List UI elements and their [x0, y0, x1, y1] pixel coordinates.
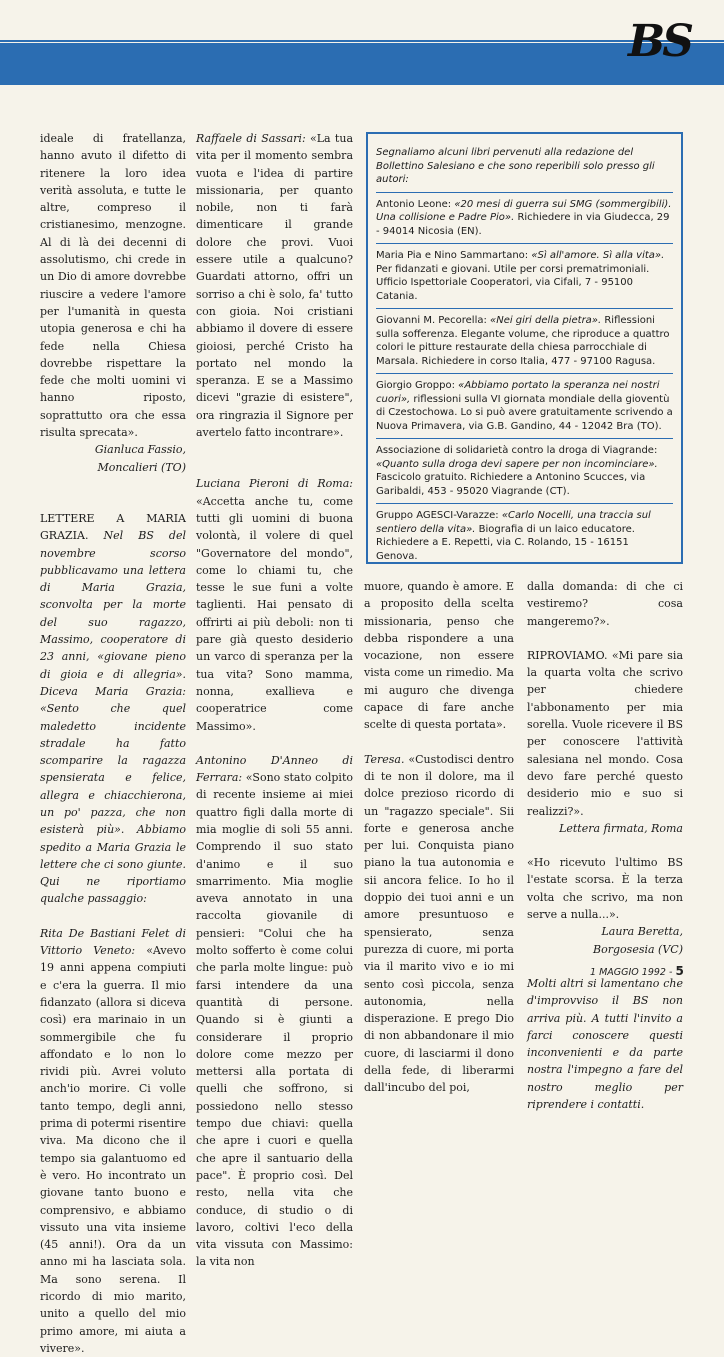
letter-rita: [40, 925, 186, 1357]
page-footer: [590, 964, 684, 978]
author-name: Luciana Pieroni di Roma:: [196, 477, 353, 491]
letter-luciana: [196, 475, 353, 734]
section-heading: LETTERE A MARIA GRAZIA.: [40, 511, 186, 543]
letter-text: «Mi pare sia la quarta volta che scrivo per chiedere l'abbonamento per mia sorella. Vuole ricevere il BS per conoscere l'attività salesiana nel mondo. Cosa devo fare perché questo desiderio mio e suo si realizzi?».: [527, 648, 683, 818]
column-1: [40, 130, 186, 1357]
author-name: Rita De Bastiani Felet di Vittorio Veneto:: [40, 926, 186, 958]
book-item: Gruppo AGESCI-Varazze: «Carlo Nocelli, una traccia sul sentiero della vita». Biografia di un laico educatore. Richiedere a E. Repetti, via C. Rolando, 15 - 16151 Genova.: [376, 510, 651, 562]
page-number: 5: [675, 964, 684, 978]
letter-text: «Avevo 19 anni appena compiuti e c'era la guerra. Il mio fidanzato (allora si diceva così) era marinaio in un sommergibile che fu affondato e lo non lo rividi più. Avrei voluto anch'io morire. Ci volle tanto tempo, degli anni, prima di potermi risentire viva. Ma dicono che il tempo sia galantuomo ed è vero. Ho incontrato un giovane tanto buono e comprensivo, e abbiamo vissuto una vita insieme (45 anni!). Ora da un anno mi ha lasciata sola. Ma sono serena. Il ricordo di mio marito, unito a quello del mio primo amore, mi aiuta a vivere».: [40, 944, 186, 1355]
letter-beretta: «Ho ricevuto l'ultimo BS l'estate scorsa. È la terza volta che scrivo, ma non serve a nulla...».: [527, 856, 683, 922]
letter-text: «La tua vita per il momento sembra vuota e l'idea di partire missionaria, per quanto nobile, non ti farà dimenticare il grande dolore che provi. Vuoi essere utile a qualcuno? Guardati attorno, offri un sorriso a chi è solo, fa' tutto con gioia. Noi cristiani abbiamo il dovere di essere gioiosi, perché Cristo ha portato nel mondo la speranza. E se a Massimo dicevi "grazie di esistere", ora ringrazia il Signore per avertelo fatto incontrare».: [196, 132, 353, 440]
riproviamo-letter: [527, 647, 683, 820]
letter-text: «Custodisci dentro di te non il dolore, ma il dolce prezioso ricordo di un "ragazzo speciale". Sii forte e generosa anche per lui. Conquista piano piano la tua autonomia e sii ancora felice. Io ho il doppio dei tuoi anni e un amore presuntuoso e spensierato, senza purezza di cuore, mi porta via il marito vivo e io mi sento così piccola, senza autonomia, nella disperazione. E prego Dio di non abbandonare il mio cuore, di lasciarmi il dono della fede, di liberarmi dall'incubo del poi,: [364, 752, 514, 1095]
signature-name: Gianluca Fassio,: [94, 443, 186, 457]
column-4: [527, 578, 683, 1113]
intro-paragraph: [40, 510, 186, 908]
header-band: [0, 43, 724, 85]
column-3: [364, 578, 514, 1097]
letter-fassio: ideale di fratellanza, hanno avuto il difetto di ritenere la loro idea verità assoluta, e tutte le altre, compreso il cristianesimo, menzogne. Al di là dei decenni di assolutismo, chi crede in un Dio di amore dovrebbe riuscire a vedere l'amore per l'umanità in questa utopia generosa e chi ha fede nella Chiesa dovrebbe rispettare la fede che molti uomini vi hanno riposto, soprattutto ora che essa risulta sprecata».: [40, 132, 186, 440]
signature-name: Laura Beretta,: [601, 925, 683, 939]
book-item: Giorgio Groppo: «Abbiamo portato la speranza nei nostri cuori», riflessioni sulla VI giornata mondiale della gioventù di Czestochowa. Lo si può avere gratuitamente scrivendo a Nuova Primavera, via G.B. Gandino, 44 - 12042 Bra (TO).: [376, 380, 673, 432]
issue-date: 1 MAGGIO 1992 -: [590, 967, 673, 978]
signature-place: Borgosesia (VC): [593, 942, 683, 956]
book-item: Antonio Leone: «20 mesi di guerra sui SMG (sommergibili). Una collisione e Padre Pio». Richiedere in via Giudecca, 29 - 94014 Nicosia (EN).: [376, 198, 672, 237]
author-name: Antonino D'Anneo di Ferrara:: [196, 753, 353, 785]
signature-place: Moncalieri (TO): [97, 460, 186, 474]
author-name: Teresa.: [364, 752, 405, 766]
letter-raffaele: [196, 130, 353, 441]
signature: Lettera firmata, Roma: [559, 821, 683, 835]
books-intro: Segnaliamo alcuni libri pervenuti alla redazione del Bollettino Salesiano e che sono reperibili solo presso gli autori:: [376, 147, 655, 185]
header-rule: [0, 40, 724, 42]
author-name: Raffaele di Sassari:: [196, 132, 306, 145]
intro-text: Nel BS del novembre scorso pubblicavamo una lettera di Maria Grazia, sconvolta per la morte del suo ragazzo, Massimo, cooperatore di 23 anni, «giovane pieno di gioia e di allegria». Diceva Maria Grazia: «Sento che quel maledetto incidente stradale ha fatto scomparire la ragazza spensierata e felice, allegra e chiacchierona, un po' pazza, che non esisterà più». Abbiamo spedito a Maria Grazia le lettere che ci sono giunte. Qui ne riportiamo qualche passaggio:: [40, 529, 187, 906]
letter-teresa: [364, 751, 514, 1097]
editor-note: Molti altri si lamentano che d'improvviso il BS non arriva più. A tutti l'invito a farci conoscere questi inconvenienti e da parte nostra l'impegno a fare del nostro meglio per riprendere i contatti.: [527, 976, 683, 1112]
letter-text: «Accetta anche tu, come tutti gli uomini di buona volontà, il volere di quel "Governatore del mondo", come lo chiami tu, che tesse le sue funi a volte taglienti. Hai pensato di offrirti ai più deboli: non ti pare già questo desiderio un varco di speranza per la tua vita? Sono mamma, nonna, exallieva e cooperatrice come Massimo».: [196, 494, 353, 733]
book-item: Associazione di solidarietà contro la droga di Viagrande: «Quanto sulla droga devi sapere per non incominciare». Fascicolo gratuito. Richiedere a Antonino Scucces, via Garibaldi, 453 - 95020 Viagrande (CT).: [376, 445, 658, 497]
books-box: [366, 132, 683, 564]
column-2: [196, 130, 353, 1271]
letter-antonino: [196, 752, 353, 1271]
letter-continuation: muore, quando è amore. E a proposito della scelta missionaria, penso che debba rispondere a una vocazione, non essere vista come un rimedio. Ma mi auguro che divenga capace di fare anche scelte di questa portata».: [364, 580, 514, 732]
bs-logo: BS: [628, 16, 691, 67]
letter-text: «Sono stato colpito di recente insieme ai miei quattro figli dalla morte di mia moglie di soli 55 anni. Comprendo il suo stato d'animo e il suo smarrimento. Mia moglie aveva annotato in una raccolta giovanile di pensieri: "Colui che ha molto sofferto è come colui che parla molte lingue: può farsi intendere da una quantità di persone. Quando si è giunti a considerare il proprio dolore come mezzo per mettersi alla portata di quelli che soffrono, si possiedono nello stesso tempo due chiavi: quella che apre i cuori e quella che apre il santuario della pace". È proprio così. Del resto, nella vita che conduce, di studio o di lavoro, coltivi l'eco della vita vissuta con Massimo: la vita non: [196, 771, 353, 1269]
book-item: Giovanni M. Pecorella: «Nei giri della pietra». Riflessioni sulla sofferenza. Elegante volume, che riproduce a quattro colori le pitture restaurate della chiesa parrocchiale di Marsala. Richiedere in corso Italia, 477 - 97100 Ragusa.: [376, 315, 670, 367]
letter-continuation: dalla domanda: di che ci vestiremo? cosa mangeremo?».: [527, 580, 683, 628]
book-item: Maria Pia e Nino Sammartano: «Sì all'amore. Sì alla vita». Per fidanzati e giovani. Utile per corsi prematrimoniali. Ufficio Ispettoriale Cooperatori, via Cifali, 7 - 95100 Catania.: [376, 250, 665, 302]
section-heading: RIPROVIAMO.: [527, 648, 608, 662]
